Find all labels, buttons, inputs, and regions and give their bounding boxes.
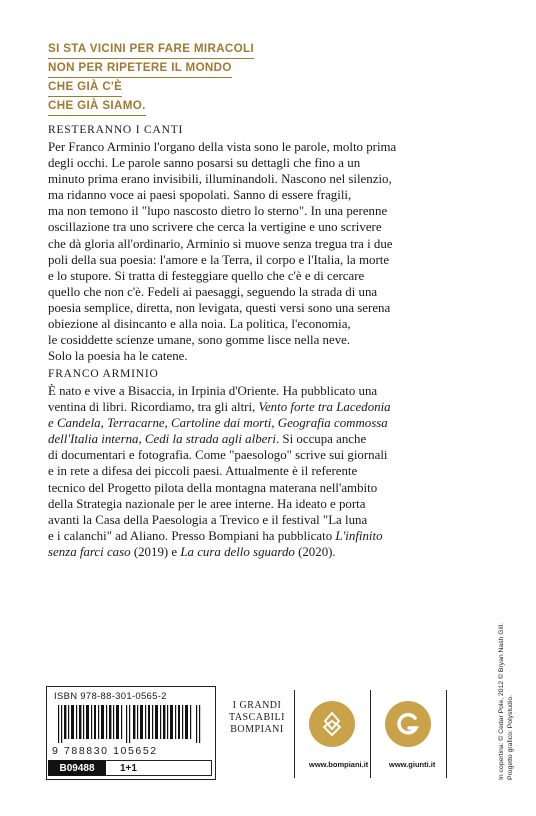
cover-credits: In copertina: © Cedar Pole, 2012 © Bryan Nash Gill. Progetto grafico: Polystudio. <box>498 623 514 780</box>
section-description <box>48 139 488 364</box>
bio-line: avanti la Casa della Paesologia a Trevico e il festival "La luna <box>48 512 368 527</box>
description-line: e lo stupore. Si tratta di festeggiare quello che c'è e di cercare <box>48 268 365 283</box>
isbn-text: ISBN 978-88-301-0565-2 <box>54 691 167 702</box>
bompiani-url: www.bompiani.it <box>309 760 369 769</box>
cover-quote <box>48 40 308 116</box>
bio-line: e Candela, Terracarne, Cartoline dai morti, Geografia commossa <box>48 416 388 431</box>
description-line: Solo la poesia ha le catene. <box>48 349 188 364</box>
divider <box>294 690 295 778</box>
description-line: che dà gloria all'ordinario, Arminio si muove senza tregua tra i due <box>48 236 393 251</box>
giunti-logo-icon <box>385 701 431 747</box>
bio-line: È nato e vive a Bisaccia, in Irpinia d'Oriente. Ha pubblicato una <box>48 384 378 398</box>
divider <box>370 690 371 778</box>
description-line: le cosiddette scienze umane, sono gomme lisce nella neve. <box>48 333 351 348</box>
series-logo: I GRANDI TASCABILI BOMPIANI <box>229 700 285 735</box>
quote-line-2: NON PER RIPETERE IL MONDO <box>48 59 232 78</box>
bio-line: e in rete a difesa dei piccoli paesi. Attualmente è il referente <box>48 464 358 479</box>
description-line: degli occhi. Le parole sanno posarsi su dettagli che fino a un <box>48 156 361 171</box>
barcode-digits: 9 788830 105652 <box>52 745 158 757</box>
description-line: ma non temono il "lupo nascosto dietro lo sterno". In una perenne <box>48 204 388 219</box>
bio-line: della Strategia nazionale per le aree interne. Ha ideato e porta <box>48 496 366 511</box>
description-line: poli della sua poesia: l'amore e la Terra, il corpo e l'Italia, la morte <box>48 252 390 267</box>
product-code: B09488 <box>48 760 106 776</box>
bio-line: senza farci caso (2019) e La cura dello sguardo (2020). <box>48 544 336 559</box>
giunti-url: www.giunti.it <box>389 760 436 769</box>
description-line: quello che non c'è. Fedeli ai paesaggi, seguendo la strada di una <box>48 284 378 299</box>
bio-line: di documentari e fotografia. Come "paesologo" scrive sui giornali <box>48 448 388 463</box>
section-title-author: FRANCO ARMINIO <box>48 368 159 380</box>
quote-line-4: CHE GIÀ SIAMO. <box>48 97 146 116</box>
bio-line: dell'Italia interna, Cedi la strada agli alberi. Si occupa anche <box>48 432 367 447</box>
product-code-row <box>48 760 212 776</box>
quote-line-1: SI STA VICINI PER FARE MIRACOLI <box>48 40 254 59</box>
author-bio <box>48 383 488 560</box>
description-line: oscillazione tra uno scrivere che cerca la vertigine e uno scrivere <box>48 220 382 235</box>
barcode-icon <box>56 705 206 743</box>
bompiani-logo-icon <box>309 701 355 747</box>
description-line: minuto prima erano invisibili, illuminandoli. Nascono nel silenzio, <box>48 172 392 187</box>
bio-line: tecnico del Progetto pilota della montagna materana nell'ambito <box>48 480 378 495</box>
description-line: obiezione al disincanto e alla noia. La politica, l'economia, <box>48 317 351 332</box>
description-line: ma ridanno voce ai paesi spopolati. Sanno di essere fragili, <box>48 188 352 203</box>
description-line: Per Franco Arminio l'organo della vista sono le parole, molto prima <box>48 140 397 154</box>
bio-line: e i calanchi" ad Aliano. Presso Bompiani ha pubblicato L'infinito <box>48 528 383 543</box>
divider <box>446 690 447 778</box>
quote-line-3: CHE GIÀ C'È <box>48 78 122 97</box>
price-code: 1+1 <box>106 760 212 776</box>
bio-line: ventina di libri. Ricordiamo, tra gli altri, Vento forte tra Lacedonia <box>48 400 391 415</box>
description-line: poesia semplice, diretta, non levigata, questi versi sono una serena <box>48 300 391 315</box>
section-title-resteranno: RESTERANNO I CANTI <box>48 124 184 136</box>
